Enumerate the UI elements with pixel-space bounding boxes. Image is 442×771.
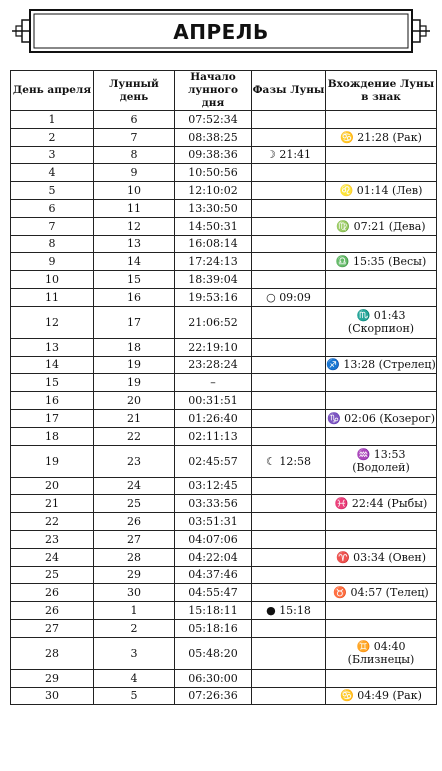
table-row (11, 602, 437, 620)
moon-phase-cell (252, 111, 326, 129)
day-cell: 18 (11, 427, 94, 445)
table-row (11, 374, 437, 392)
start-time-cell: 02:45:57 (175, 445, 252, 477)
moon-sign-cell: ♒ 13:53 (Водолей) (326, 445, 437, 477)
header-moon-phases: Фазы Луны (252, 71, 326, 111)
day-cell: 26 (11, 584, 94, 602)
start-time-cell: 03:33:56 (175, 495, 252, 513)
start-time-cell: 18:39:04 (175, 271, 252, 289)
page-title: АПРЕЛЬ (173, 20, 269, 44)
lunar-day-cell: 25 (94, 495, 175, 513)
moon-phase-cell (252, 566, 326, 584)
day-cell: 20 (11, 477, 94, 495)
start-time-cell: 03:12:45 (175, 477, 252, 495)
moon-sign-cell (326, 477, 437, 495)
moon-sign-cell (326, 271, 437, 289)
moon-phase-cell (252, 356, 326, 374)
moon-phase-cell (252, 128, 326, 146)
table-row (11, 111, 437, 129)
start-time-cell: 06:30:00 (175, 669, 252, 687)
moon-sign-cell (326, 164, 437, 182)
moon-phase-cell (252, 513, 326, 531)
day-cell: 19 (11, 445, 94, 477)
table-row (11, 235, 437, 253)
moon-phase-cell (252, 217, 326, 235)
moon-sign-cell (326, 338, 437, 356)
moon-phase-cell: ○ 09:09 (252, 288, 326, 306)
moon-phase-cell (252, 687, 326, 705)
moon-phase-cell (252, 409, 326, 427)
moon-sign-cell: ♈ 03:34 (Овен) (326, 548, 437, 566)
start-time-cell: 04:55:47 (175, 584, 252, 602)
day-cell: 11 (11, 288, 94, 306)
lunar-day-cell: 6 (94, 111, 175, 129)
moon-phase-cell (252, 637, 326, 669)
table-row (11, 338, 437, 356)
table-row (11, 356, 437, 374)
table-row (11, 495, 437, 513)
moon-phase-cell (252, 271, 326, 289)
lunar-day-cell: 20 (94, 392, 175, 410)
lunar-calendar-table (10, 70, 437, 705)
start-time-cell: 00:31:51 (175, 392, 252, 410)
moon-phase-cell (252, 392, 326, 410)
table-row (11, 164, 437, 182)
lunar-day-cell: 17 (94, 306, 175, 338)
day-cell: 4 (11, 164, 94, 182)
moon-sign-cell: ♋ 21:28 (Рак) (326, 128, 437, 146)
day-cell: 28 (11, 637, 94, 669)
start-time-cell: 07:52:34 (175, 111, 252, 129)
moon-sign-cell: ♍ 07:21 (Дева) (326, 217, 437, 235)
start-time-cell: 01:26:40 (175, 409, 252, 427)
day-cell: 14 (11, 356, 94, 374)
table-row (11, 253, 437, 271)
day-cell: 25 (11, 566, 94, 584)
moon-sign-cell (326, 669, 437, 687)
day-cell: 13 (11, 338, 94, 356)
start-time-cell: 09:38:36 (175, 146, 252, 164)
moon-sign-cell: ♌ 01:14 (Лев) (326, 182, 437, 200)
moon-sign-cell (326, 288, 437, 306)
header-lunar-day: Лунный день (94, 71, 175, 111)
start-time-cell: 07:26:36 (175, 687, 252, 705)
day-cell: 24 (11, 548, 94, 566)
lunar-day-cell: 23 (94, 445, 175, 477)
lunar-day-cell: 27 (94, 530, 175, 548)
lunar-day-cell: 22 (94, 427, 175, 445)
lunar-day-cell: 21 (94, 409, 175, 427)
moon-sign-cell: ♋ 04:49 (Рак) (326, 687, 437, 705)
start-time-cell: 05:18:16 (175, 619, 252, 637)
day-cell: 8 (11, 235, 94, 253)
day-cell: 30 (11, 687, 94, 705)
lunar-day-cell: 16 (94, 288, 175, 306)
table-row (11, 128, 437, 146)
moon-phase-cell: ● 15:18 (252, 602, 326, 620)
moon-phase-cell (252, 338, 326, 356)
moon-sign-cell: ♉ 04:57 (Телец) (326, 584, 437, 602)
moon-phase-cell (252, 427, 326, 445)
table-row (11, 530, 437, 548)
table-row (11, 548, 437, 566)
start-time-cell: 04:37:46 (175, 566, 252, 584)
lunar-day-cell: 11 (94, 199, 175, 217)
table-row (11, 427, 437, 445)
start-time-cell: 04:22:04 (175, 548, 252, 566)
moon-sign-cell (326, 602, 437, 620)
table-row (11, 288, 437, 306)
start-time-cell: 13:30:50 (175, 199, 252, 217)
moon-phase-cell (252, 477, 326, 495)
lunar-day-cell: 7 (94, 128, 175, 146)
moon-phase-cell: ☽ 21:41 (252, 146, 326, 164)
lunar-day-cell: 4 (94, 669, 175, 687)
start-time-cell: 15:18:11 (175, 602, 252, 620)
day-cell: 6 (11, 199, 94, 217)
moon-sign-cell (326, 235, 437, 253)
table-row (11, 477, 437, 495)
lunar-day-cell: 10 (94, 182, 175, 200)
lunar-day-cell: 9 (94, 164, 175, 182)
start-time-cell: 16:08:14 (175, 235, 252, 253)
table-row (11, 271, 437, 289)
table-row (11, 445, 437, 477)
moon-phase-cell (252, 548, 326, 566)
start-time-cell: 22:19:10 (175, 338, 252, 356)
day-cell: 29 (11, 669, 94, 687)
moon-phase-cell (252, 669, 326, 687)
day-cell: 15 (11, 374, 94, 392)
start-time-cell: 12:10:02 (175, 182, 252, 200)
moon-sign-cell (326, 111, 437, 129)
table-row (11, 306, 437, 338)
moon-sign-cell (326, 146, 437, 164)
lunar-day-cell: 19 (94, 356, 175, 374)
table-header-row (11, 71, 437, 111)
day-cell: 17 (11, 409, 94, 427)
lunar-day-cell: 8 (94, 146, 175, 164)
day-cell: 5 (11, 182, 94, 200)
day-cell: 26 (11, 602, 94, 620)
moon-phase-cell (252, 374, 326, 392)
day-cell: 21 (11, 495, 94, 513)
lunar-day-cell: 2 (94, 619, 175, 637)
moon-sign-cell: ♊ 04:40 (Близнецы) (326, 637, 437, 669)
moon-phase-cell (252, 164, 326, 182)
lunar-day-cell: 12 (94, 217, 175, 235)
day-cell: 12 (11, 306, 94, 338)
start-time-cell: 04:07:06 (175, 530, 252, 548)
moon-sign-cell: ♎ 15:35 (Весы) (326, 253, 437, 271)
start-time-cell: 08:38:25 (175, 128, 252, 146)
table-row (11, 669, 437, 687)
moon-sign-cell (326, 392, 437, 410)
start-time-cell: 10:50:56 (175, 164, 252, 182)
moon-sign-cell (326, 374, 437, 392)
lunar-day-cell: 13 (94, 235, 175, 253)
title-banner (10, 8, 432, 54)
moon-phase-cell: ☾ 12:58 (252, 445, 326, 477)
moon-sign-cell (326, 530, 437, 548)
moon-sign-cell: ♏ 01:43 (Скорпион) (326, 306, 437, 338)
start-time-cell: 21:06:52 (175, 306, 252, 338)
moon-sign-cell: ♓ 22:44 (Рыбы) (326, 495, 437, 513)
moon-phase-cell (252, 199, 326, 217)
moon-sign-cell (326, 427, 437, 445)
moon-phase-cell (252, 235, 326, 253)
start-time-cell: 02:11:13 (175, 427, 252, 445)
day-cell: 22 (11, 513, 94, 531)
table-row (11, 513, 437, 531)
moon-phase-cell (252, 306, 326, 338)
table-row (11, 584, 437, 602)
table-row (11, 182, 437, 200)
lunar-day-cell: 28 (94, 548, 175, 566)
header-day: День апреля (11, 71, 94, 111)
moon-sign-cell: ♐ 13:28 (Стрелец) (326, 356, 437, 374)
moon-phase-cell (252, 253, 326, 271)
start-time-cell: 23:28:24 (175, 356, 252, 374)
moon-phase-cell (252, 495, 326, 513)
lunar-day-cell: 24 (94, 477, 175, 495)
moon-sign-cell (326, 199, 437, 217)
day-cell: 23 (11, 530, 94, 548)
moon-sign-cell: ♑ 02:06 (Козерог) (326, 409, 437, 427)
table-row (11, 199, 437, 217)
start-time-cell: 14:50:31 (175, 217, 252, 235)
day-cell: 27 (11, 619, 94, 637)
table-row (11, 687, 437, 705)
day-cell: 2 (11, 128, 94, 146)
lunar-day-cell: 19 (94, 374, 175, 392)
lunar-day-cell: 18 (94, 338, 175, 356)
table-row (11, 217, 437, 235)
lunar-day-cell: 1 (94, 602, 175, 620)
table-row (11, 637, 437, 669)
day-cell: 1 (11, 111, 94, 129)
moon-sign-cell (326, 513, 437, 531)
lunar-day-cell: 5 (94, 687, 175, 705)
start-time-cell: – (175, 374, 252, 392)
moon-sign-cell (326, 566, 437, 584)
moon-phase-cell (252, 182, 326, 200)
start-time-cell: 05:48:20 (175, 637, 252, 669)
lunar-day-cell: 15 (94, 271, 175, 289)
table-row (11, 392, 437, 410)
table-row (11, 566, 437, 584)
start-time-cell: 17:24:13 (175, 253, 252, 271)
lunar-day-cell: 30 (94, 584, 175, 602)
moon-phase-cell (252, 584, 326, 602)
header-moon-sign: Вхождение Луны в знак (326, 71, 437, 111)
day-cell: 16 (11, 392, 94, 410)
table-row (11, 409, 437, 427)
lunar-day-cell: 26 (94, 513, 175, 531)
lunar-day-cell: 14 (94, 253, 175, 271)
start-time-cell: 19:53:16 (175, 288, 252, 306)
lunar-day-cell: 3 (94, 637, 175, 669)
day-cell: 7 (11, 217, 94, 235)
lunar-day-cell: 29 (94, 566, 175, 584)
header-lunar-day-start: Начало лунного дня (175, 71, 252, 111)
table-row (11, 146, 437, 164)
table-row (11, 619, 437, 637)
day-cell: 9 (11, 253, 94, 271)
moon-sign-cell (326, 619, 437, 637)
day-cell: 3 (11, 146, 94, 164)
moon-phase-cell (252, 530, 326, 548)
moon-phase-cell (252, 619, 326, 637)
start-time-cell: 03:51:31 (175, 513, 252, 531)
day-cell: 10 (11, 271, 94, 289)
table-body (11, 111, 437, 705)
